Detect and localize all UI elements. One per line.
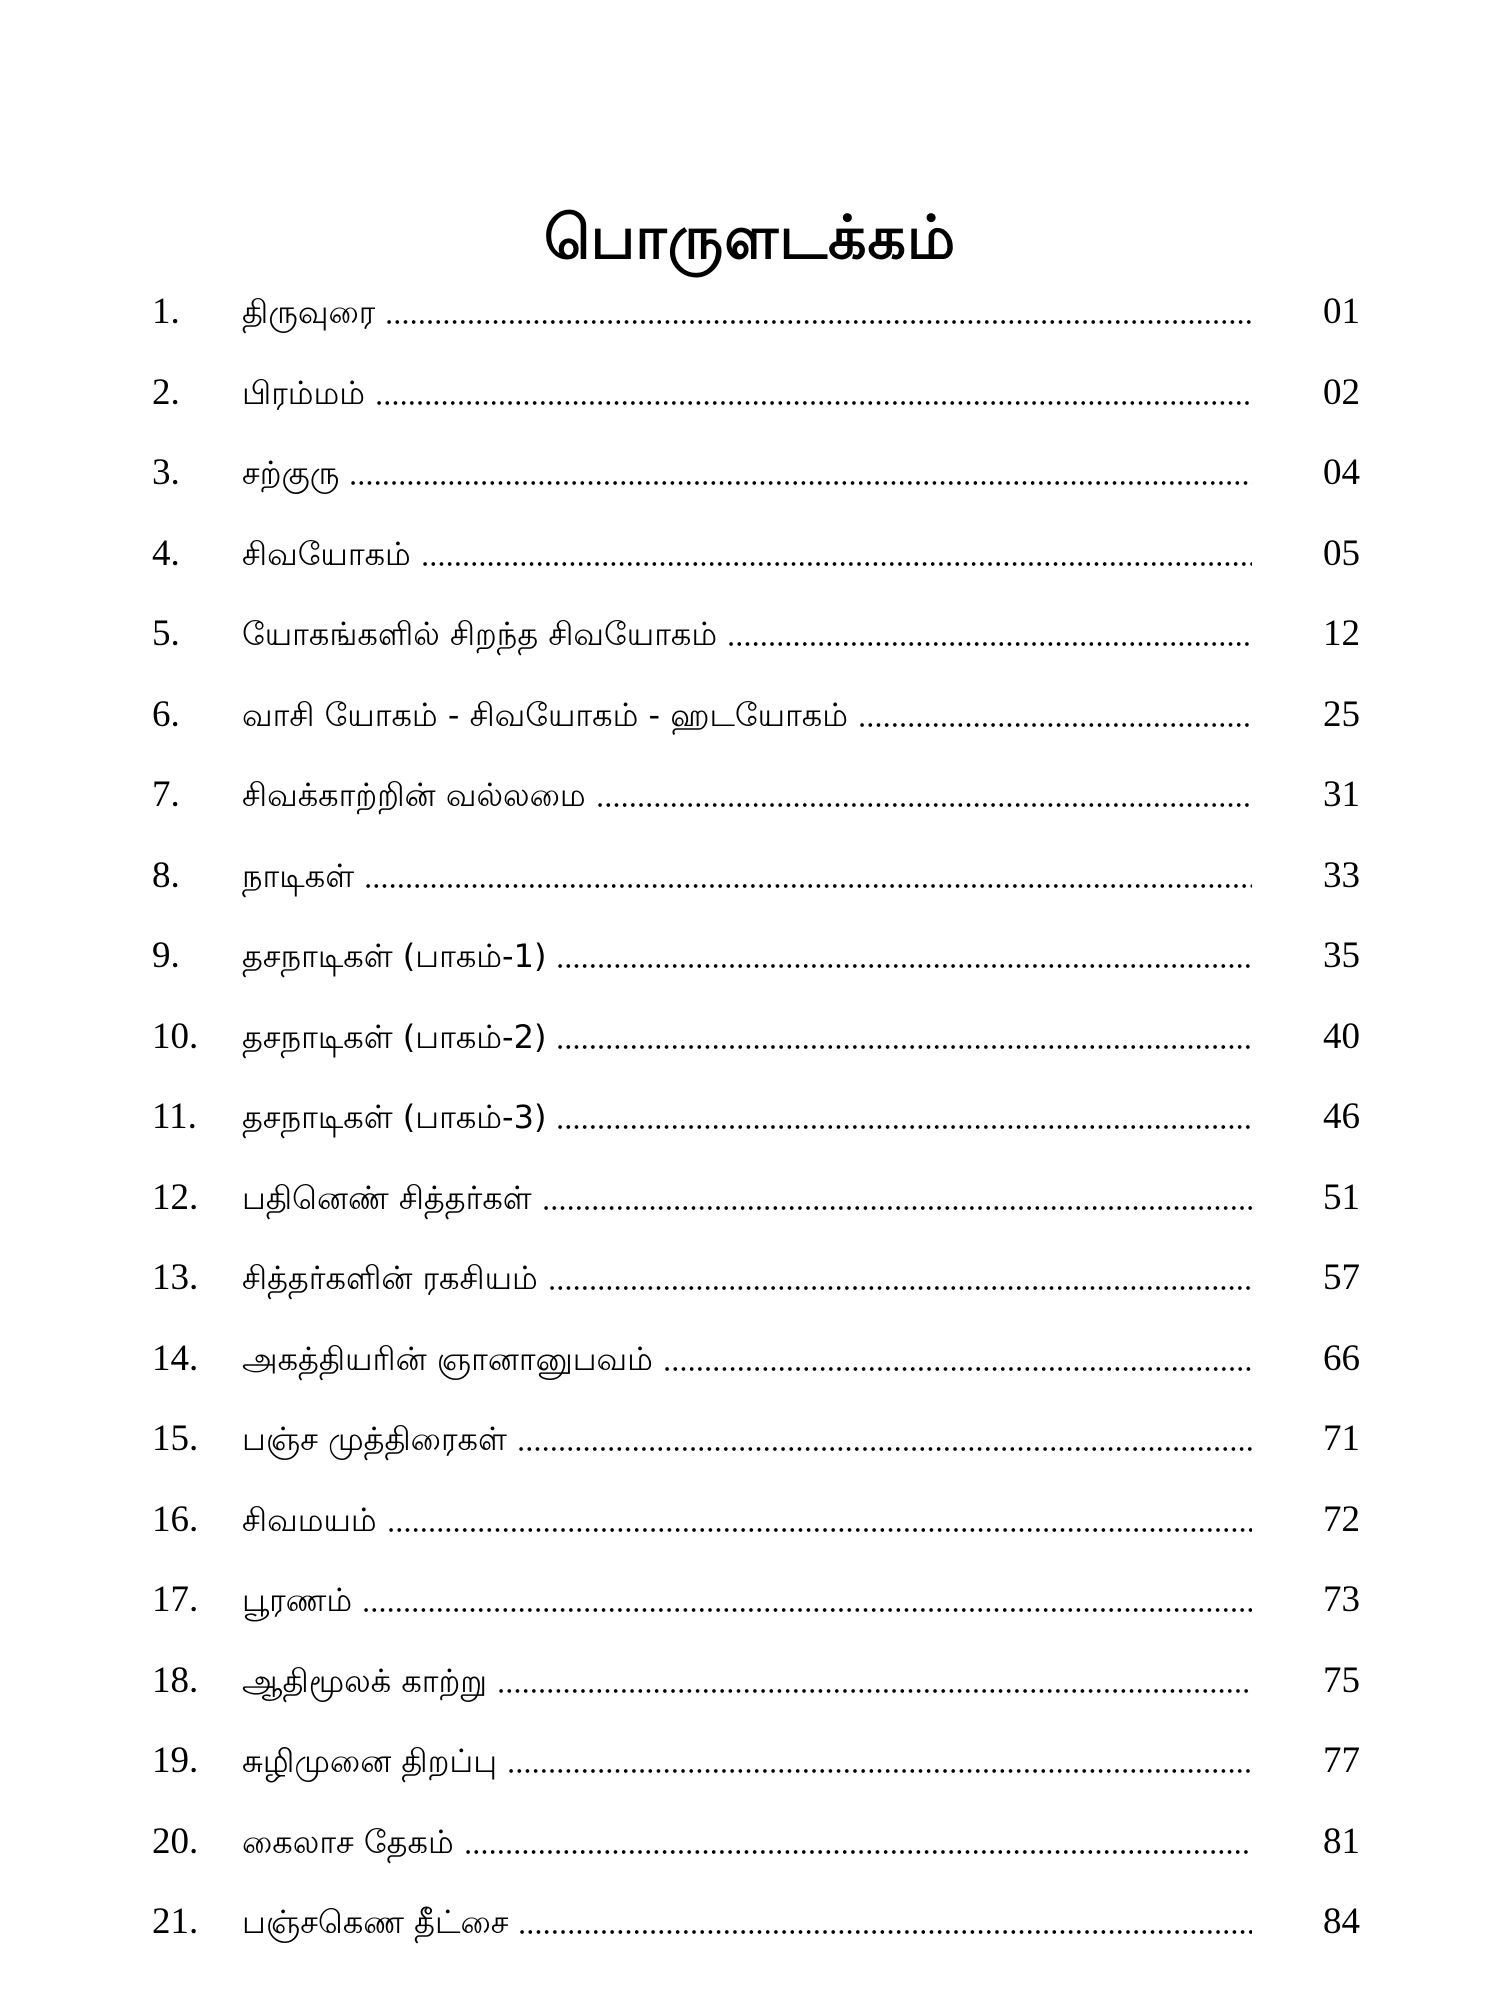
toc-entry — [0, 594, 1500, 675]
dot-leader — [556, 1124, 1252, 1130]
toc-entry-page-number: 72 — [1323, 1498, 1360, 1540]
toc-entry-number: 16. — [152, 1498, 199, 1540]
toc-entry — [0, 1480, 1500, 1561]
dot-leader — [349, 480, 1252, 486]
toc-entry-number: 4. — [152, 532, 180, 574]
dot-leader — [362, 1607, 1252, 1613]
table-of-contents — [0, 272, 1500, 1963]
toc-entry — [0, 1641, 1500, 1722]
toc-entry-number: 19. — [152, 1740, 199, 1782]
dot-leader — [464, 1849, 1252, 1855]
toc-entry — [0, 514, 1500, 595]
toc-entry — [0, 353, 1500, 434]
toc-entry — [0, 836, 1500, 917]
toc-entry-page-number: 81 — [1323, 1820, 1360, 1862]
toc-entry-title-line — [242, 1416, 1252, 1462]
toc-entry — [0, 755, 1500, 836]
toc-entry-number: 11. — [152, 1096, 197, 1138]
toc-entry-page-number: 57 — [1323, 1257, 1360, 1299]
toc-entry — [0, 1560, 1500, 1641]
toc-entry-title: பஞ்சகெண தீட்சை — [242, 1903, 509, 1942]
toc-entry-title: ஆதிமூலக் காற்று — [242, 1661, 488, 1700]
toc-entry-title-line — [242, 1819, 1252, 1865]
dot-leader — [375, 400, 1252, 406]
toc-entry-title: பதினெண் சித்தர்கள் — [242, 1178, 532, 1217]
toc-entry — [0, 1882, 1500, 1963]
toc-entry — [0, 675, 1500, 756]
toc-entry-title-line — [242, 1255, 1252, 1301]
dot-leader — [548, 1285, 1252, 1291]
toc-entry-title-line — [242, 1094, 1252, 1140]
toc-entry — [0, 272, 1500, 353]
toc-entry — [0, 1077, 1500, 1158]
dot-leader — [596, 802, 1252, 808]
toc-entry-page-number: 73 — [1323, 1579, 1360, 1621]
toc-entry-number: 1. — [152, 291, 180, 333]
toc-entry-page-number: 33 — [1323, 854, 1360, 896]
toc-entry — [0, 1158, 1500, 1239]
toc-entry-page-number: 46 — [1323, 1096, 1360, 1138]
toc-entry — [0, 1399, 1500, 1480]
toc-entry-title: பூரணம் — [242, 1581, 353, 1620]
toc-entry-title: தசநாடிகள் (பாகம்-2) — [242, 1017, 547, 1056]
dot-leader — [497, 1688, 1252, 1694]
toc-entry — [0, 997, 1500, 1078]
toc-entry-title: சிவயோகம் — [242, 534, 411, 573]
toc-entry-number: 14. — [152, 1337, 199, 1379]
toc-entry — [0, 916, 1500, 997]
toc-entry — [0, 1802, 1500, 1883]
toc-entry-title-line — [242, 1738, 1252, 1784]
toc-entry-page-number: 12 — [1323, 613, 1360, 655]
toc-entry-title-line — [242, 370, 1252, 416]
toc-entry-title: நாடிகள் — [242, 856, 355, 895]
dot-leader — [663, 1366, 1252, 1372]
toc-entry-title: பஞ்ச முத்திரைகள் — [242, 1420, 507, 1459]
toc-entry-page-number: 75 — [1323, 1659, 1360, 1701]
toc-entry-title: தசநாடிகள் (பாகம்-1) — [242, 937, 547, 976]
toc-entry-title: கைலாச தேகம் — [242, 1822, 454, 1861]
dot-leader — [858, 722, 1252, 728]
toc-entry-number: 5. — [152, 613, 180, 655]
toc-entry-page-number: 01 — [1323, 291, 1360, 333]
toc-entry-number: 12. — [152, 1176, 199, 1218]
toc-entry — [0, 1238, 1500, 1319]
toc-entry-page-number: 25 — [1323, 693, 1360, 735]
dot-leader — [507, 1768, 1252, 1774]
toc-entry-title: தசநாடிகள் (பாகம்-3) — [242, 1098, 547, 1137]
toc-entry-page-number: 66 — [1323, 1337, 1360, 1379]
toc-entry-title: சிவக்காற்றின் வல்லமை — [242, 776, 586, 815]
dot-leader — [385, 319, 1252, 325]
toc-entry-number: 18. — [152, 1659, 199, 1701]
toc-entry-page-number: 71 — [1323, 1418, 1360, 1460]
toc-entry-page-number: 02 — [1323, 371, 1360, 413]
toc-entry — [0, 1319, 1500, 1400]
toc-entry-title: யோகங்களில் சிறந்த சிவயோகம் — [242, 615, 718, 654]
toc-entry-title-line — [242, 1175, 1252, 1221]
toc-entry-title: திருவுரை — [242, 293, 376, 332]
toc-entry-page-number: 05 — [1323, 532, 1360, 574]
toc-entry-title-line — [242, 772, 1252, 818]
toc-entry-title-line — [242, 933, 1252, 979]
toc-entry-number: 10. — [152, 1015, 199, 1057]
toc-entry-title: பிரம்மம் — [242, 373, 365, 412]
toc-entry-page-number: 31 — [1323, 774, 1360, 816]
dot-leader — [542, 1205, 1252, 1211]
toc-entry-title-line — [242, 289, 1252, 335]
toc-entry-title-line — [242, 611, 1252, 657]
toc-entry-number: 15. — [152, 1418, 199, 1460]
toc-entry-title-line — [242, 1577, 1252, 1623]
toc-entry — [0, 1721, 1500, 1802]
toc-entry-page-number: 35 — [1323, 935, 1360, 977]
toc-entry-title-line — [242, 692, 1252, 738]
toc-entry-number: 21. — [152, 1901, 199, 1943]
toc-entry-number: 17. — [152, 1579, 199, 1621]
toc-entry-title-line — [242, 853, 1252, 899]
toc-entry-title: சற்குரு — [242, 454, 340, 493]
toc-entry-number: 20. — [152, 1820, 199, 1862]
toc-entry-number: 3. — [152, 452, 180, 494]
dot-leader — [387, 1527, 1252, 1533]
toc-entry-number: 7. — [152, 774, 180, 816]
toc-entry-page-number: 84 — [1323, 1901, 1360, 1943]
toc-entry-page-number: 40 — [1323, 1015, 1360, 1057]
toc-entry-title-line — [242, 450, 1252, 496]
toc-entry-title-line — [242, 1014, 1252, 1060]
toc-entry-title: வாசி யோகம் - சிவயோகம் - ஹடயோகம் — [242, 695, 849, 734]
toc-entry-title: சுழிமுனை திறப்பு — [242, 1742, 498, 1781]
toc-entry-title-line — [242, 1497, 1252, 1543]
toc-entry-title-line — [242, 1336, 1252, 1382]
dot-leader — [556, 963, 1252, 969]
toc-entry-title-line — [242, 1658, 1252, 1704]
dot-leader — [517, 1446, 1252, 1452]
dot-leader — [556, 1044, 1252, 1050]
dot-leader — [364, 883, 1252, 889]
toc-entry-title: சித்தர்களின் ரகசியம் — [242, 1259, 538, 1298]
toc-entry-number: 2. — [152, 371, 180, 413]
toc-entry-page-number: 51 — [1323, 1176, 1360, 1218]
toc-entry-page-number: 77 — [1323, 1740, 1360, 1782]
toc-entry-number: 8. — [152, 854, 180, 896]
page-title: பொருளடக்கம் — [543, 203, 957, 274]
toc-entry-title: சிவமயம் — [242, 1500, 377, 1539]
dot-leader — [727, 641, 1252, 647]
dot-leader — [421, 561, 1252, 567]
toc-entry-title-line — [242, 531, 1252, 577]
toc-entry-number: 9. — [152, 935, 180, 977]
toc-entry-title-line — [242, 1899, 1252, 1945]
toc-entry-number: 13. — [152, 1257, 199, 1299]
toc-entry — [0, 433, 1500, 514]
toc-entry-number: 6. — [152, 693, 180, 735]
toc-entry-title: அகத்தியரின் ஞானானுபவம் — [242, 1339, 653, 1378]
dot-leader — [518, 1929, 1252, 1935]
toc-entry-page-number: 04 — [1323, 452, 1360, 494]
